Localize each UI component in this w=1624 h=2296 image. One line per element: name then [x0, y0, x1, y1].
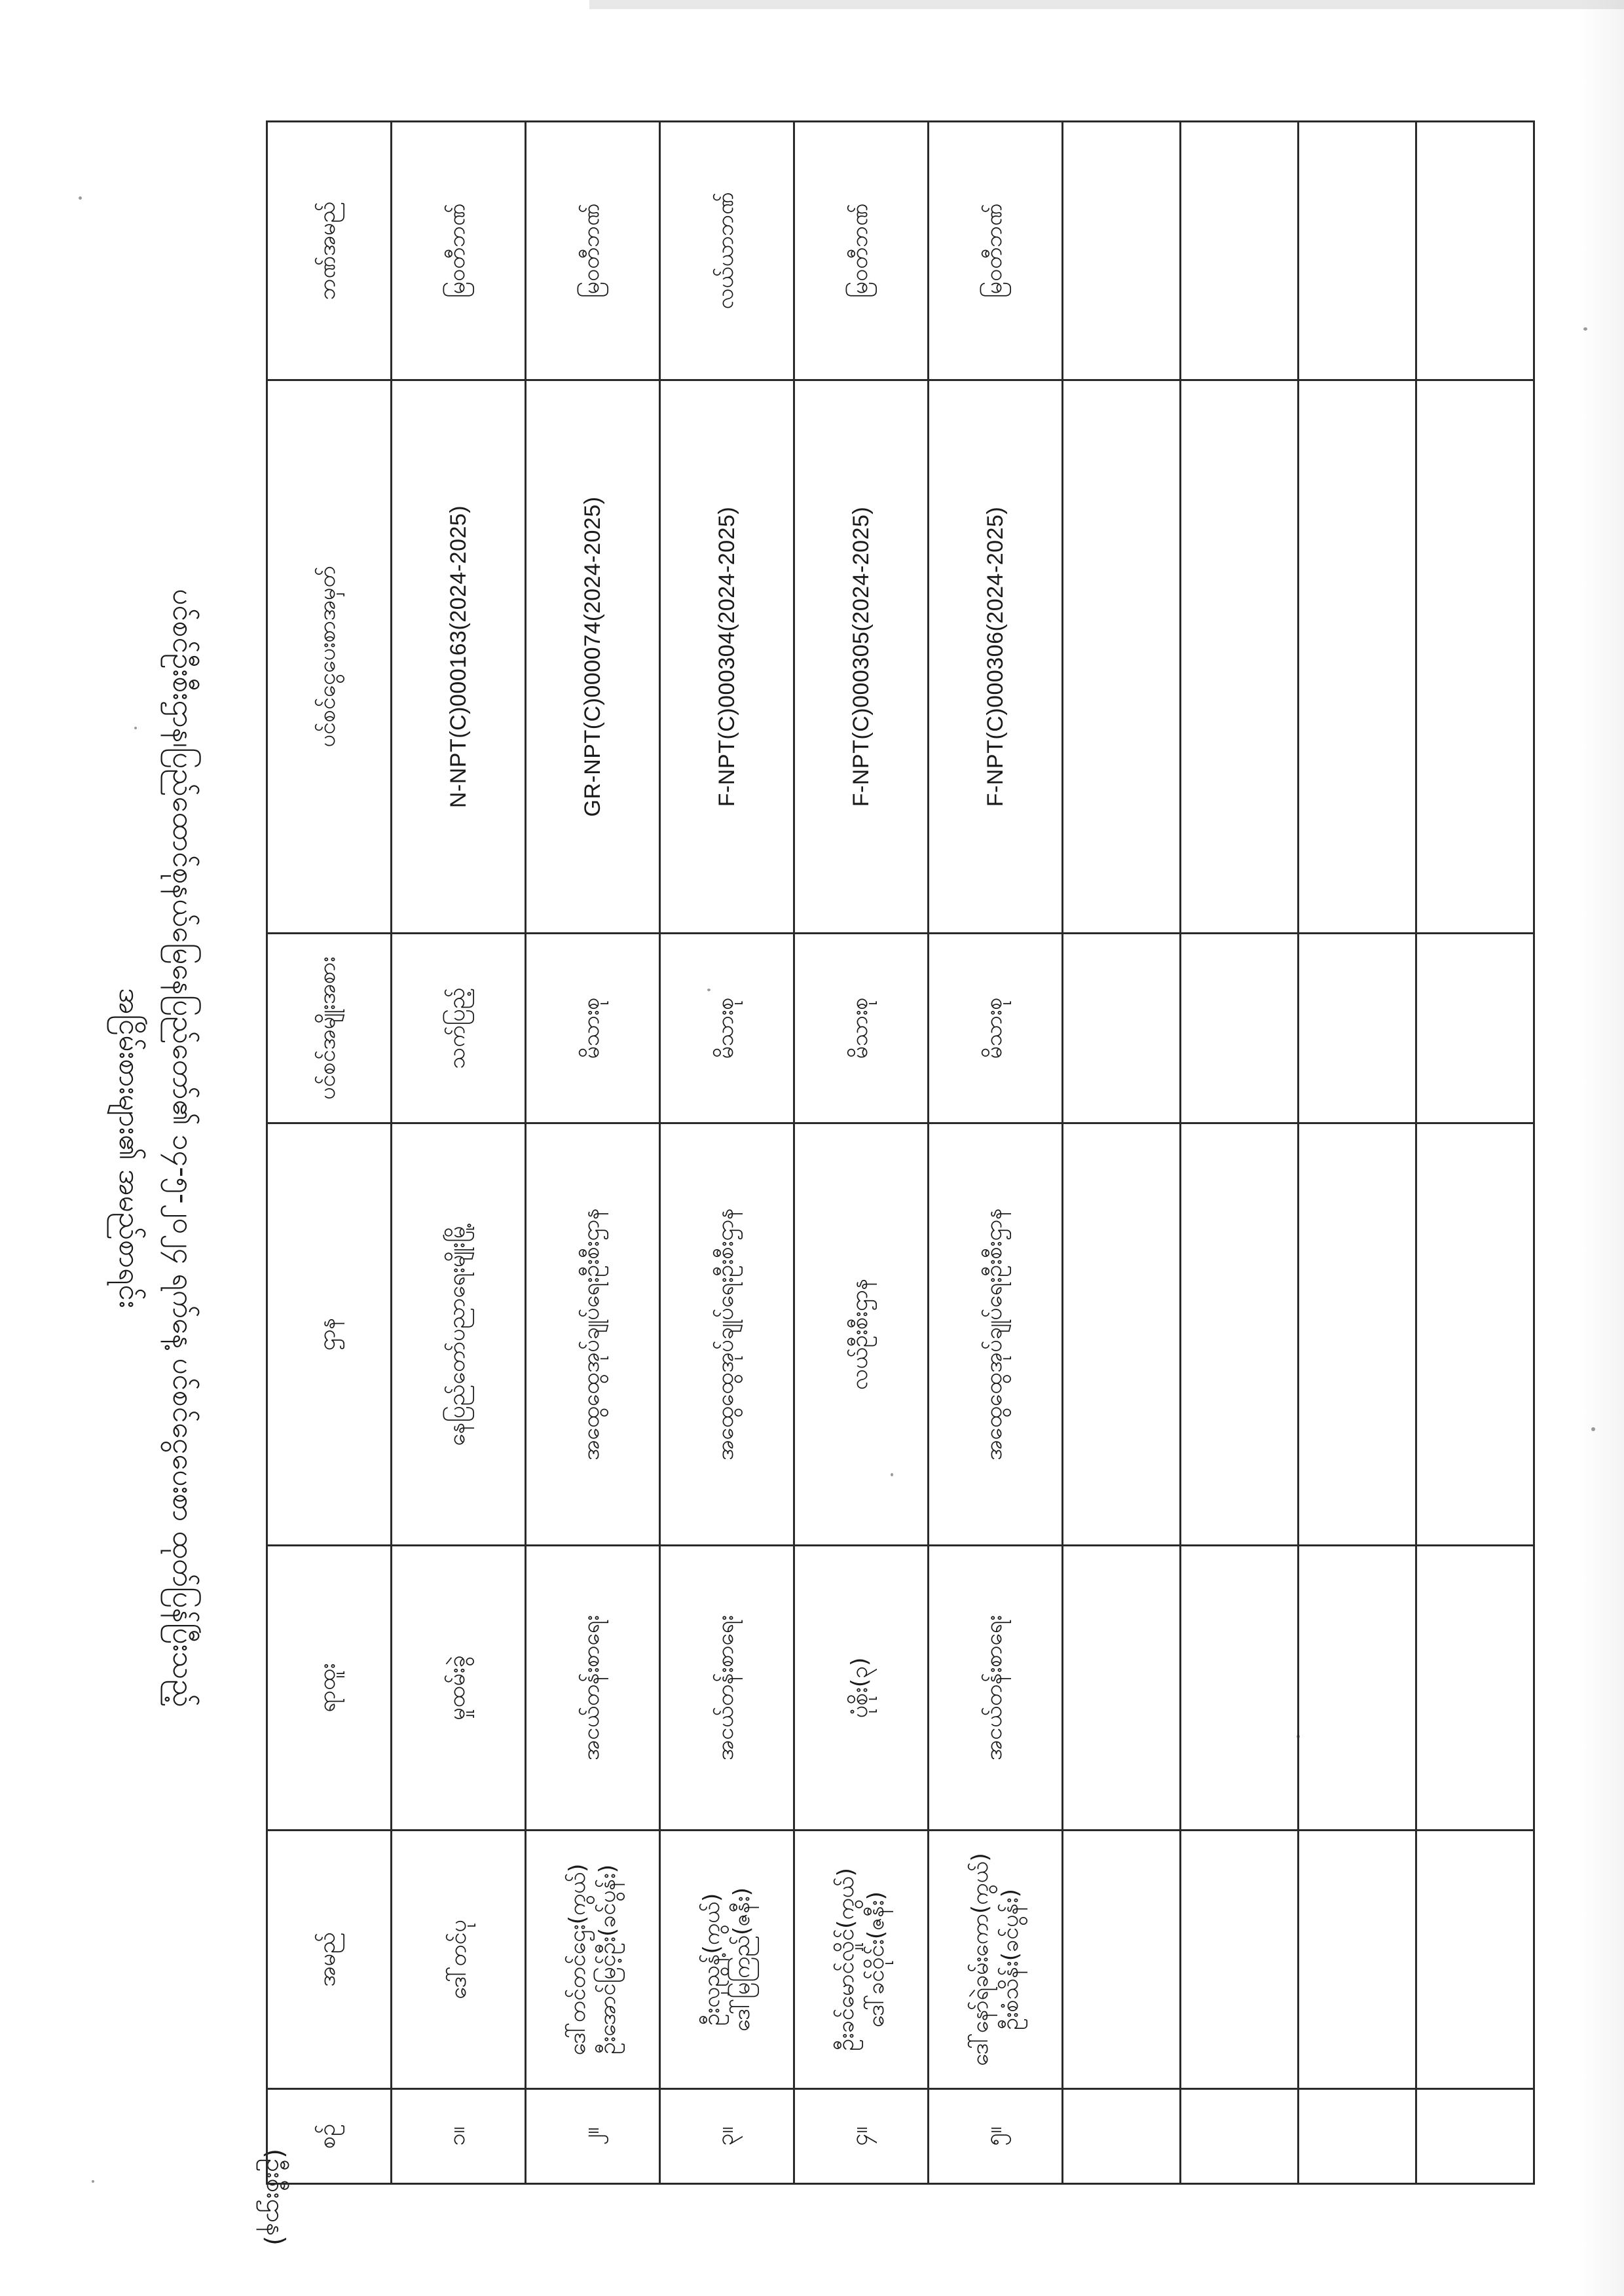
- empty-cell: [1063, 1123, 1181, 1546]
- empty-cell: [1416, 1123, 1534, 1546]
- name-line-primary: ဒေါ်နော်ရဲခမ်းကော(ကွယ်): [967, 1853, 993, 2066]
- pension-type-cell: မိသားစု: [660, 934, 794, 1123]
- license-no-cell: GR-NPT(C)000074(2024-2025): [526, 380, 660, 934]
- rank-cell: အငယ်တန်းစာရေး: [660, 1546, 794, 1831]
- name-cell: [526, 1831, 660, 2089]
- pension-type-cell: မိသားစု: [929, 934, 1063, 1123]
- empty-cell: [1063, 2089, 1181, 2184]
- column-header-bank: ဘဏ်အမည်: [267, 122, 392, 380]
- name-line-primary: ဦးလှညွန့်(ကွယ်): [699, 1893, 725, 2026]
- pensioner-table: [266, 120, 1535, 2185]
- empty-cell: [1416, 122, 1534, 380]
- department-cell: နေပြည်တော်ပညာရေးမျိုးမြို့: [392, 1123, 526, 1546]
- row-number: ၃။: [660, 2089, 794, 2184]
- document-header: [102, 0, 210, 2296]
- empty-cell: [1416, 2089, 1534, 2184]
- bank-cell: မြဝတီဘဏ်: [392, 122, 526, 380]
- empty-cell: [1299, 1123, 1416, 1546]
- column-header-rank: ရာထူး: [267, 1546, 392, 1831]
- empty-cell: [1181, 934, 1299, 1123]
- empty-cell: [1299, 2089, 1416, 2184]
- table-row: [794, 122, 929, 2184]
- empty-table-row: [1181, 122, 1299, 2184]
- empty-cell: [1181, 1546, 1299, 1831]
- empty-cell: [1299, 934, 1416, 1123]
- rank-cell: မှုထမ်းခွဲ: [392, 1546, 526, 1831]
- license-no-cell: F-NPT(C)000304(2024-2025): [660, 380, 794, 934]
- empty-cell: [1181, 2089, 1299, 2184]
- rank-cell: အငယ်တန်းစာရေး: [929, 1546, 1063, 1831]
- empty-cell: [1299, 122, 1416, 380]
- table-row: [526, 122, 660, 2184]
- empty-table-row: [1299, 122, 1416, 2184]
- name-line-primary: ဒေါ်တင်တင်ဌေး(ကွယ်): [564, 1863, 591, 2056]
- department-cell: လယ်ဦးစီးဌာန: [794, 1123, 929, 1546]
- column-header-pension-type: ပင်စင်အမျိုးအစား: [267, 934, 392, 1123]
- bank-cell: မြဝတီဘဏ်: [526, 122, 660, 380]
- empty-cell: [1181, 1831, 1299, 2089]
- pension-type-cell: မိသားစု: [526, 934, 660, 1123]
- document-title: ပင်စင်ဦးစီးဌာန၊ပြည်ထောင်စုနယ်မြေနေပြည်တော်၏ ၁၄-၅-၂၀၂၄ ရက်နေ့ ပင်စင်ငွေပေးစာ ထုတ်ပြန်ပြီးသည့်: [166, 589, 200, 1707]
- name-cell: [660, 1831, 794, 2089]
- empty-cell: [1416, 934, 1534, 1123]
- row-number: ၁။: [392, 2089, 526, 2184]
- license-no-cell: F-NPT(C)000306(2024-2025): [929, 380, 1063, 934]
- empty-cell: [1181, 380, 1299, 934]
- name-line-primary: ဦးခင်မောင်လှိုင်(ကွယ်): [833, 1868, 859, 2051]
- empty-cell: [1063, 934, 1181, 1123]
- column-header-name: အမည်: [267, 1831, 392, 2089]
- bank-cell: လယ်ယာဘဏ်: [660, 122, 794, 380]
- department-cell: အထွေထွေအုပ်ချုပ်ရေးဦးစီးဌာန: [929, 1123, 1063, 1546]
- pension-type-cell: မိသားစု: [794, 934, 929, 1123]
- empty-cell: [1181, 122, 1299, 380]
- bank-cell: မြဝတီဘဏ်: [794, 122, 929, 380]
- column-header-no: စဉ်: [267, 2089, 392, 2184]
- unit-label: (ဦးစီးဌာန): [261, 2149, 290, 2246]
- empty-cell: [1299, 1546, 1416, 1831]
- table-row: [660, 122, 794, 2184]
- table-header-row: [267, 122, 392, 2184]
- empty-cell: [1063, 1831, 1181, 2089]
- column-header-department: ဌာန: [267, 1123, 392, 1546]
- column-header-license-no: ပင်စင်ငွေပေးစာအမှတ်: [267, 380, 392, 934]
- pension-type-cell: သက်ပြည့်: [392, 934, 526, 1123]
- row-number: ၅။: [929, 2089, 1063, 2184]
- name-cell: [794, 1831, 929, 2089]
- license-no-cell: N-NPT(C)000163(2024-2025): [392, 380, 526, 934]
- bank-cell: မြဝတီဘဏ်: [929, 122, 1063, 380]
- department-cell: အထွေထွေအုပ်ချုပ်ရေးဦးစီးဌာန: [660, 1123, 794, 1546]
- empty-cell: [1299, 1831, 1416, 2089]
- empty-cell: [1416, 380, 1534, 934]
- empty-table-row: [1416, 122, 1534, 2184]
- department-cell: အထွေထွေအုပ်ချုပ်ရေးဦးစီးဌာန: [526, 1123, 660, 1546]
- rank-cell: ပုံစိုး(၃): [794, 1546, 929, 1831]
- empty-cell: [1416, 1546, 1534, 1831]
- table-row: [392, 122, 526, 2184]
- rank-cell: အငယ်တန်းစာရေး: [526, 1546, 660, 1831]
- table-row: [929, 122, 1063, 2184]
- empty-cell: [1181, 1123, 1299, 1546]
- name-line-secondary: ဒေါ်ခင်ဝိုင်း(ဇနီး): [863, 1891, 889, 2028]
- name-cell: [929, 1831, 1063, 2089]
- empty-cell: [1416, 1831, 1534, 2089]
- name-line-primary: ဒေါ်တင်ပု: [445, 1920, 471, 1999]
- name-line-secondary: ဒေါ်မြကြည်(ဇနီး): [729, 1887, 755, 2032]
- empty-cell: [1063, 122, 1181, 380]
- row-number: ၂။: [526, 2089, 660, 2184]
- license-no-cell: F-NPT(C)000305(2024-2025): [794, 380, 929, 934]
- name-cell: [392, 1831, 526, 2089]
- row-number: ၄။: [794, 2089, 929, 2184]
- empty-cell: [1299, 380, 1416, 934]
- empty-cell: [1063, 380, 1181, 934]
- name-line-secondary: ဦးစံသိန်း(ခင်ပွန်း): [997, 1889, 1024, 2030]
- document-subtitle: အငြိမ်းစားများ၏ အမည်စာရင်း: [113, 988, 146, 1308]
- empty-cell: [1063, 1546, 1181, 1831]
- name-line-secondary: ဦးအောင်မြင့်ဦး(ခင်ပွန်း): [595, 1864, 621, 2055]
- empty-table-row: [1063, 122, 1181, 2184]
